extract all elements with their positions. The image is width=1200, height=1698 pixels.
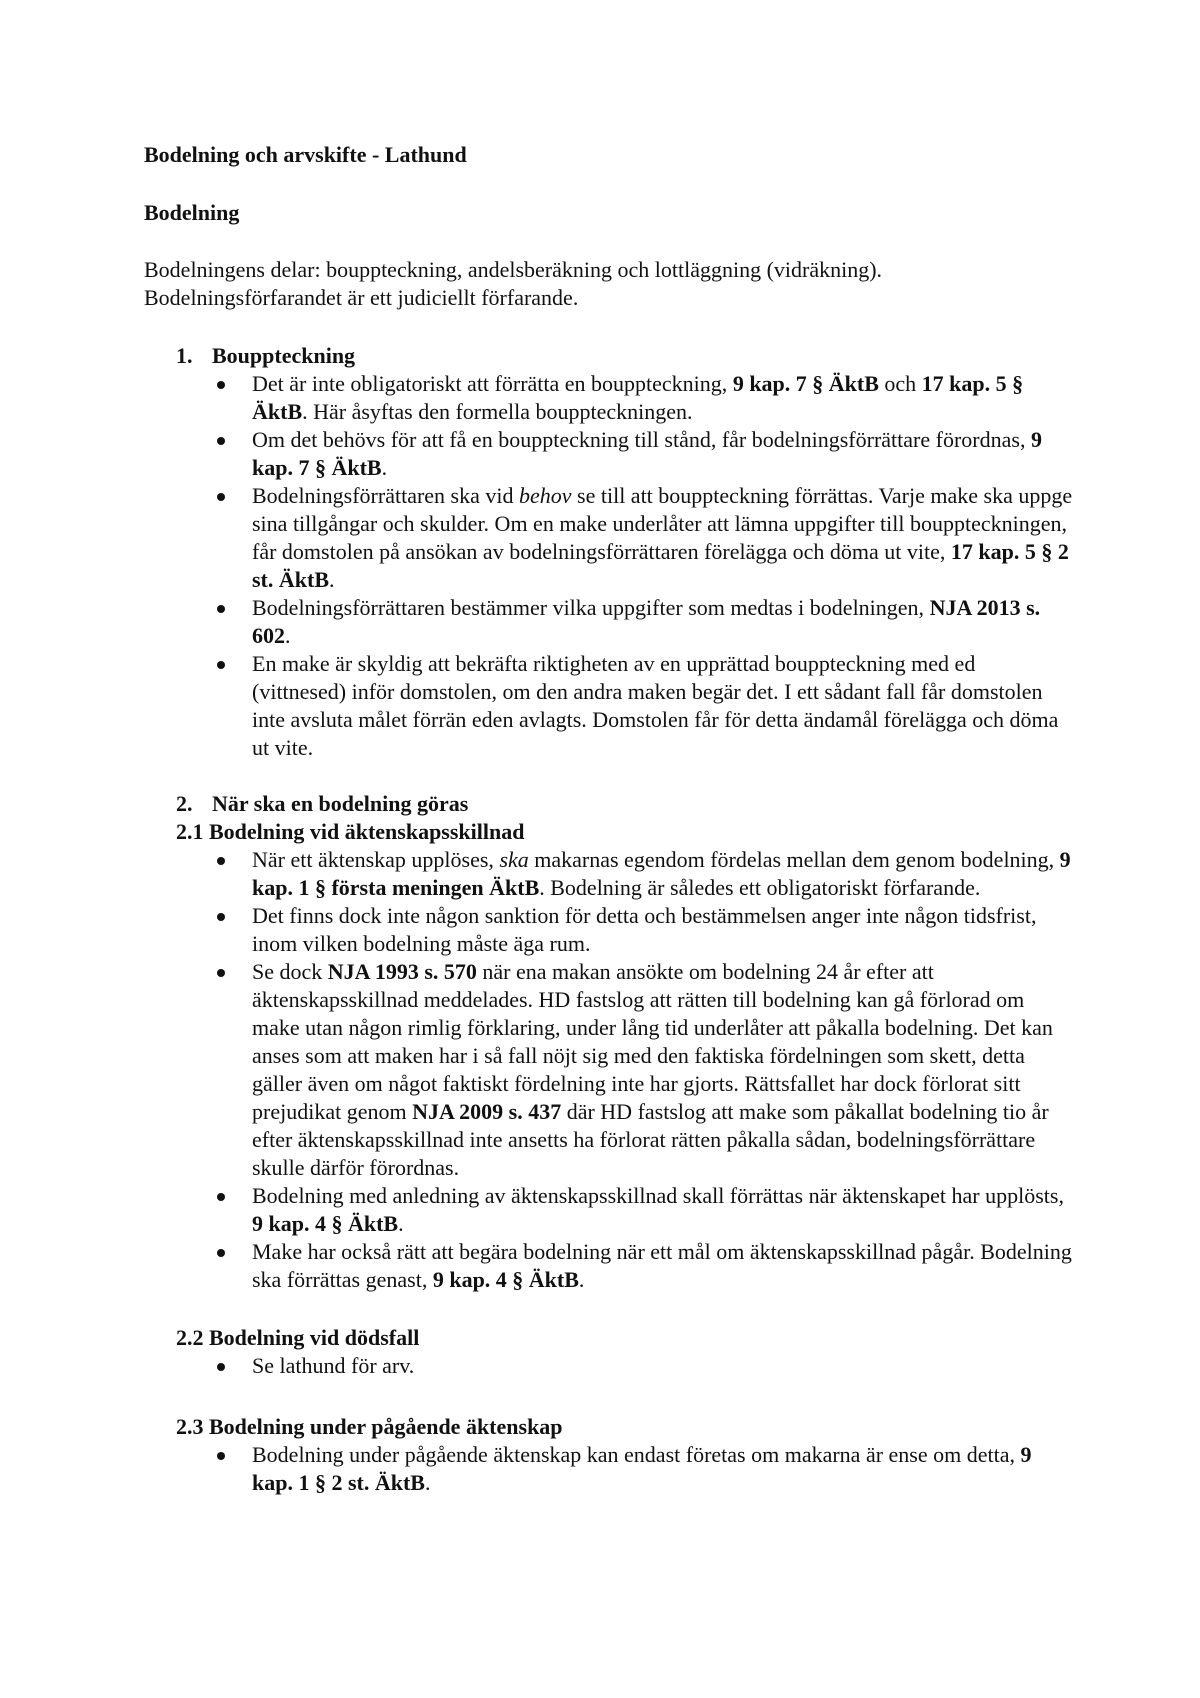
subsection-2-1-heading: 2.1 Bodelning vid äktenskapsskillnad — [176, 819, 525, 844]
subsection-2-2-bullets — [144, 1352, 1074, 1380]
list-item: Se dock NJA 1993 s. 570 när ena makan ansökte om bodelning 24 år efter att äktenskapsskillnad meddelades. HD fastslog att rätten till bodelning kan gå förlorad om make utan någon rimlig förklaring, under lång tid underlåter att påkalla bodelning. Det kan anses som att maken har i så fall nöjt sig med den faktiska fördelningen som skett, detta gäller även om något faktiskt fördelning inte har gjorts. Rättsfallet har dock förlorat sitt prejudikat genom NJA 2009 s. 437 där HD fastslog att make som påkallat bodelning tio år efter äktenskapsskillnad inte ansetts ha förlorat rätten påkalla sådan, bodelningsförrättare skulle därför förordnas. — [144, 958, 1074, 1182]
bullet-icon — [217, 1193, 225, 1201]
bullet-icon — [217, 1452, 225, 1460]
bullet-icon — [217, 381, 225, 389]
section-1-heading — [144, 342, 1074, 370]
bullet-icon — [217, 661, 225, 669]
bullet-icon — [217, 913, 225, 921]
law-reference: 17 kap. 5 § 2 st. ÄktB — [252, 539, 1069, 592]
list-item: Det finns dock inte någon sanktion för detta och bestämmelsen anger inte någon tidsfrist, inom vilken bodelning måste äga rum. — [144, 902, 1074, 958]
bullet-icon — [217, 493, 225, 501]
section-title: Bouppteckning — [212, 343, 356, 368]
list-item: När ett äktenskap upplöses, ska makarnas egendom fördelas mellan dem genom bodelning, 9 kap. 1 § första meningen ÄktB. Bodelning är således ett obligatoriskt förfarande. — [144, 846, 1074, 902]
law-reference: 9 kap. 4 § ÄktB — [432, 1267, 579, 1292]
law-reference: 9 kap. 7 § ÄktB — [732, 371, 879, 396]
law-reference: 9 kap. 4 § ÄktB — [252, 1211, 399, 1236]
law-reference: 9 kap. 1 § första meningen ÄktB — [252, 847, 1071, 900]
document-body — [144, 141, 1074, 1497]
list-item: En make är skyldig att bekräfta riktigheten av en upprättad bouppteckning med ed (vittnesed) inför domstolen, om den andra maken begär det. I ett sådant fall får domstolen inte avsluta målet förrän eden avlagts. Domstolen får för detta ändamål förelägga och döma ut vite. — [144, 650, 1074, 762]
bullet-icon — [217, 1249, 225, 1257]
section-2-heading — [144, 790, 1074, 818]
heading-bodelning: Bodelning — [144, 200, 240, 225]
case-reference: NJA 2009 s. 437 — [412, 1099, 562, 1124]
case-reference: NJA 1993 s. 570 — [327, 959, 477, 984]
bullet-icon — [217, 969, 225, 977]
section-number: 2. — [176, 791, 193, 816]
law-reference: 9 kap. 7 § ÄktB — [252, 427, 1042, 480]
list-item: Make har också rätt att begära bodelning när ett mål om äktenskapsskillnad pågår. Bodelning ska förrättas genast, 9 kap. 4 § ÄktB. — [144, 1238, 1074, 1294]
case-reference: NJA 2013 s. 602 — [252, 595, 1041, 648]
law-reference: 17 kap. 5 § ÄktB — [252, 371, 1024, 424]
intro-line: Bodelningens delar: bouppteckning, andelsberäkning och lottläggning (vidräkning). — [144, 257, 883, 282]
list-item: Bodelning med anledning av äktenskapsskillnad skall förrättas när äktenskapet har upplösts, 9 kap. 4 § ÄktB. — [144, 1182, 1074, 1238]
list-item: Bodelningsförrättaren ska vid behov se till att bouppteckning förrättas. Varje make ska uppge sina tillgångar och skulder. Om en make underlåter att lämna uppgifter till bouppteckningen, får domstolen på ansökan av bodelningsförrättaren förelägga och döma ut vite, 17 kap. 5 § 2 st. ÄktB. — [144, 482, 1074, 594]
subsection-2-2-heading: 2.2 Bodelning vid dödsfall — [176, 1325, 420, 1350]
section-number: 1. — [176, 343, 193, 368]
subsection-2-3-bullets — [144, 1441, 1074, 1497]
list-item: Bodelningsförrättaren bestämmer vilka uppgifter som medtas i bodelningen, NJA 2013 s. 602. — [144, 594, 1074, 650]
section-title: När ska en bodelning göras — [212, 791, 469, 816]
subsection-2-3-heading: 2.3 Bodelning under pågående äktenskap — [176, 1414, 563, 1439]
list-item: Bodelning under pågående äktenskap kan endast företas om makarna är ense om detta, 9 kap. 1 § 2 st. ÄktB. — [144, 1441, 1074, 1497]
emphasis: ska — [499, 847, 529, 872]
section-1-bullets — [144, 370, 1074, 762]
emphasis: behov — [519, 483, 572, 508]
bullet-icon — [217, 857, 225, 865]
document-title: Bodelning och arvskifte - Lathund — [144, 142, 467, 167]
intro-line: Bodelningsförfarandet är ett judiciellt förfarande. — [144, 285, 579, 310]
list-item: Se lathund för arv. — [144, 1352, 1074, 1380]
list-item: Det är inte obligatoriskt att förrätta en bouppteckning, 9 kap. 7 § ÄktB och 17 kap. 5 § ÄktB. Här åsyftas den formella bouppteckningen. — [144, 370, 1074, 426]
intro-paragraph — [144, 256, 1074, 312]
list-item: Om det behövs för att få en bouppteckning till stånd, får bodelningsförrättare förordnas, 9 kap. 7 § ÄktB. — [144, 426, 1074, 482]
bullet-icon — [217, 437, 225, 445]
law-reference: 9 kap. 1 § 2 st. ÄktB — [252, 1442, 1032, 1495]
bullet-icon — [217, 605, 225, 613]
subsection-2-1-bullets — [144, 846, 1074, 1294]
bullet-icon — [217, 1363, 225, 1371]
